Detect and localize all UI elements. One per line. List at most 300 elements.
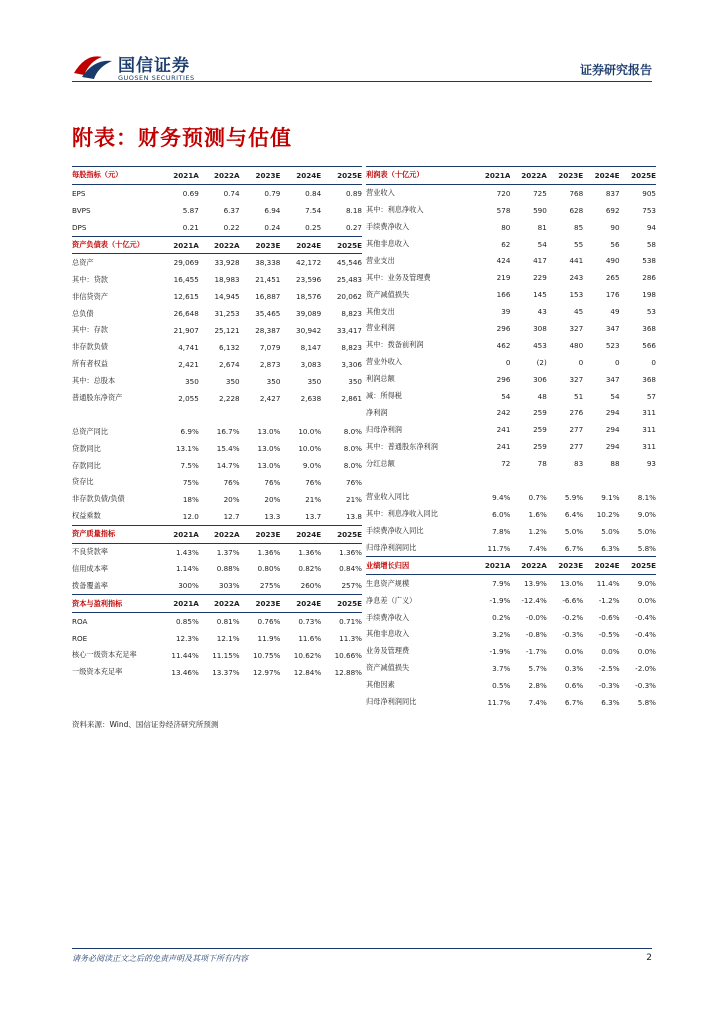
row-label [366,472,474,489]
cell-value: 0.79 [264,188,281,198]
row-label: ROA [72,617,88,627]
row-label: 营业利润 [366,323,395,333]
cell-value: 0.3% [564,663,584,673]
report-type-label: 证券研究报告 [579,63,652,77]
cell-value: 8,823 [341,309,362,319]
cell-value: 350 [348,376,362,386]
row-label: 其中：利息净收入 [366,205,424,215]
year-header: 2023E [558,170,584,180]
cell-value: 83 [574,459,584,469]
year-header: 2021A [484,561,511,571]
year-header: 2022A [214,240,240,250]
cell-value: 29,069 [173,258,199,268]
cell-value: 0.73% [298,617,322,627]
left-column [72,166,362,681]
cell-value: 93 [646,459,656,469]
cell-value: 905 [642,188,656,198]
year-header: 2023E [558,561,584,571]
cell-value: 26,648 [173,309,199,319]
cell-value: -0.4% [635,629,656,639]
cell-value: -0.6% [598,613,620,623]
cell-value: 6.9% [180,427,199,437]
row-label: 生息资产规模 [366,578,410,588]
cell-value: 1.37% [216,547,240,557]
cell-value: 308 [533,323,547,333]
cell-value: 0.84 [305,188,322,198]
table-row [72,440,362,457]
cell-value: 15.4% [216,444,240,454]
cell-value: 276 [569,408,584,418]
row-label: 资产减值损失 [366,289,410,299]
year-header: 2025E [337,170,362,180]
cell-value: 8.1% [637,492,656,502]
cell-value [620,472,656,489]
row-label: 净息差（广义） [366,595,417,605]
cell-value: 368 [642,374,656,384]
cell-value: 347 [605,374,620,384]
cell-value: 20,062 [336,292,362,302]
table-row [72,322,362,339]
cell-value: 51 [574,391,584,401]
cell-value: 0 [651,357,656,367]
cell-value: 260% [300,581,322,591]
cell-value: 480 [569,340,584,350]
cell-value: 3.2% [492,629,511,639]
row-label: 减：所得税 [366,391,402,401]
cell-value: 11.7% [487,697,511,707]
cell-value: 13.0% [560,579,584,589]
cell-value: 13.3 [264,511,281,521]
cell-value: 10.2% [596,509,620,519]
year-header: 2021A [173,529,199,539]
cell-value: 0.82% [298,564,322,574]
cell-value: 1.2% [528,526,547,536]
logo-chinese-text: 国信证券 [118,56,190,76]
cell-value: 25,483 [336,275,362,285]
cell-value: 0.69 [182,188,199,198]
cell-value: -2.5% [598,663,620,673]
table-row [72,577,362,594]
right-column [366,166,656,711]
row-label: 非存款负债/负债 [72,494,125,504]
cell-value: 0.0% [564,646,584,656]
row-label: 其中：业务及管理费 [366,272,431,282]
cell-value: 11.9% [257,633,281,643]
year-header: 2022A [214,170,240,180]
cell-value [321,406,362,423]
cell-value: 12,615 [173,292,199,302]
table-row [366,388,656,405]
cell-value: 6.94 [264,205,281,215]
cell-value: 20% [264,494,281,504]
cell-value: 5.9% [564,492,584,502]
cell-value: 166 [496,290,511,300]
table-row [366,455,656,472]
row-label [72,406,158,423]
cell-value: 2.8% [528,680,547,690]
table-row [366,337,656,354]
cell-value: 76% [223,477,240,487]
cell-value: 21% [346,494,362,504]
cell-value [474,472,510,489]
row-label: 其中：存款 [72,325,108,335]
cell-value: 490 [605,256,620,266]
right-financial-table [366,166,656,711]
cell-value: 12.97% [252,667,281,677]
cell-value: 21,451 [255,275,281,285]
cell-value: 78 [537,459,547,469]
year-header: 2024E [594,561,620,571]
cell-value: 31,253 [214,309,240,319]
cell-value: -0.5% [598,629,620,639]
cell-value: 265 [605,273,620,283]
cell-value: 23,596 [296,275,322,285]
cell-value: 45,546 [336,258,362,268]
row-label: 所有者权益 [72,359,108,369]
cell-value: 11.6% [298,633,322,643]
cell-value: 72 [501,459,511,469]
cell-value: 56 [610,239,620,249]
cell-value: 2,421 [178,359,199,369]
cell-value: 259 [533,442,547,452]
row-label: 资产减值损失 [366,663,410,673]
cell-value: 12.0 [182,511,199,521]
row-label: 其他支出 [366,306,395,316]
section-header-row [366,167,656,185]
cell-value: 6.37 [223,205,240,215]
cell-value: 417 [533,256,547,266]
cell-value: 2,674 [219,359,240,369]
cell-value: 350 [185,376,199,386]
cell-value: 7.5% [180,461,199,471]
cell-value: 62 [501,239,511,249]
cell-value: 0.22 [223,222,240,232]
cell-value: 38,338 [255,258,281,268]
cell-value: 153 [569,290,584,300]
cell-value: 55 [574,239,584,249]
year-header: 2021A [173,240,199,250]
cell-value: -0.8% [525,629,547,639]
cell-value [240,406,281,423]
cell-value: 6,132 [219,342,240,352]
source-note: 资料来源：Wind、国信证券经济研究所预测 [72,720,219,729]
cell-value: 9.0% [637,579,656,589]
row-label: 贷存比 [72,477,94,487]
row-label: 营业外收入 [366,357,402,367]
year-header: 2025E [631,561,656,571]
cell-value: 18,983 [214,275,240,285]
cell-value: 39,089 [296,309,322,319]
cell-value: 6.3% [601,543,620,553]
row-label: 权益乘数 [72,511,101,521]
cell-value: 441 [569,256,584,266]
cell-value: 33,417 [336,325,362,335]
cell-value: 2,873 [259,359,281,369]
cell-value: -1.9% [489,596,511,606]
cell-value: 5.8% [637,697,656,707]
cell-value: 277 [569,425,584,435]
table-row [366,540,656,557]
cell-value: 54 [537,239,547,249]
cell-value: 0.0% [637,596,656,606]
cell-value: 8.18 [345,205,362,215]
row-label: 营业收入 [366,188,395,198]
cell-value: 1.14% [175,564,199,574]
cell-value: 176 [605,290,620,300]
cell-value: 25,121 [214,325,240,335]
table-row [72,491,362,508]
cell-value: 53 [646,307,656,317]
table-row [72,560,362,577]
cell-value: 296 [496,374,511,384]
cell-value: 13.46% [171,667,199,677]
cell-value: 12.3% [175,633,199,643]
cell-value: 219 [496,273,511,283]
cell-value: 10.75% [252,650,281,660]
table-row [72,664,362,681]
row-label: 其中：贷款 [72,274,108,284]
table-row [366,489,656,506]
cell-value: 753 [642,205,656,215]
year-header: 2024E [594,170,620,180]
row-label: 一级资本充足率 [72,667,123,677]
year-header: 2024E [296,170,322,180]
table-row [366,303,656,320]
table-row [366,472,656,489]
year-header: 2024E [296,599,322,609]
cell-value: 275% [259,581,281,591]
left-financial-table [72,166,362,681]
table-row [366,438,656,455]
cell-value: 9.0% [637,509,656,519]
cell-value: 42,172 [296,258,322,268]
cell-value: 7.8% [492,526,511,536]
cell-value: 12.88% [334,667,362,677]
table-row [366,252,656,269]
row-label: 利润总额 [366,374,395,384]
cell-value: 5.0% [601,526,620,536]
cell-value: 13.1% [175,444,199,454]
cell-value: 9.1% [601,492,620,502]
cell-value: 198 [642,290,656,300]
cell-value: 0.2% [492,613,511,623]
cell-value: -0.3% [635,680,656,690]
cell-value: 1.36% [298,547,322,557]
section-title: 业绩增长归因 [366,560,410,570]
cell-value: 8,823 [341,342,362,352]
cell-value: 7.54 [305,205,322,215]
cell-value: 16.7% [216,427,240,437]
cell-value: 8,147 [300,342,322,352]
section-header-row [72,525,362,543]
cell-value: 14.7% [216,461,240,471]
cell-value: 7.9% [492,579,511,589]
table-row [366,660,656,677]
cell-value: 0.0% [637,646,656,656]
row-label: 归母净利润同比 [366,697,417,707]
row-label: 总资产 [72,257,94,267]
cell-value: 0.76% [257,617,281,627]
cell-value: -0.3% [562,629,584,639]
table-row [366,202,656,219]
row-label: 净利润 [366,407,388,417]
row-label: 归母净利润 [366,424,402,434]
cell-value: 768 [569,188,584,198]
cell-value: 837 [605,188,620,198]
cell-value: 347 [605,323,620,333]
cell-value: (2) [536,357,547,367]
table-row [72,254,362,271]
table-row [72,219,362,236]
header-divider [72,81,652,82]
row-label: 总负债 [72,308,94,318]
row-label: 其中：总股本 [72,376,116,386]
cell-value: 0.85% [175,617,199,627]
table-row [366,184,656,201]
cell-value: 6.4% [564,509,584,519]
cell-value: 1.6% [528,509,547,519]
table-row [366,677,656,694]
cell-value: 10.66% [334,650,362,660]
table-row [72,457,362,474]
cell-value: 628 [569,205,584,215]
cell-value: 5.0% [564,526,584,536]
cell-value: 0.7% [528,492,547,502]
cell-value: 76% [264,477,281,487]
section-header-row [72,167,362,185]
cell-value: 13.37% [212,667,240,677]
cell-value: 306 [533,374,547,384]
cell-value: -1.9% [489,646,511,656]
year-header: 2024E [296,529,322,539]
cell-value: 28,387 [255,325,281,335]
section-title: 每股指标（元） [72,170,123,180]
table-row [72,406,362,423]
year-header: 2025E [337,240,362,250]
cell-value: 0.24 [264,222,281,232]
year-header: 2022A [521,561,547,571]
cell-value: 21% [305,494,322,504]
cell-value: 0.74 [223,188,240,198]
section-header-row [72,595,362,613]
table-row [72,288,362,305]
table-row [72,356,362,373]
table-row [366,371,656,388]
table-row [72,305,362,322]
cell-value: 4,741 [178,342,199,352]
table-row [366,523,656,540]
row-label: 营业收入同比 [366,492,410,502]
table-row [72,613,362,630]
section-title: 利润表（十亿元） [366,170,424,180]
cell-value: 58 [646,239,656,249]
table-row [72,390,362,407]
cell-value: 57 [646,391,656,401]
logo-icon [72,51,114,81]
table-row [72,543,362,560]
cell-value: 578 [496,205,511,215]
cell-value: -0.0% [525,613,547,623]
cell-value: -0.3% [598,680,620,690]
cell-value: 453 [533,340,547,350]
left-table-body [72,167,362,681]
cell-value [280,406,321,423]
cell-value: 720 [496,188,511,198]
cell-value: 1.36% [257,547,281,557]
cell-value: -6.6% [562,596,584,606]
cell-value: 0.80% [257,564,281,574]
row-label: ROE [72,633,88,643]
cell-value: 5.7% [528,663,547,673]
cell-value: 13.9% [523,579,547,589]
cell-value: 13.0% [257,444,281,454]
disclaimer-note: 请务必阅读正文之后的免责声明及其项下所有内容 [72,954,248,963]
footer-divider [72,948,652,949]
row-label: 手续费净收入 [366,612,410,622]
table-row [72,630,362,647]
row-label: 其中：普通股东净利润 [366,441,438,451]
section-title: 资本与盈利指标 [72,598,123,608]
row-label: 总资产同比 [72,426,108,436]
cell-value: 590 [533,205,547,215]
cell-value: 243 [569,273,584,283]
year-header: 2023E [255,170,281,180]
table-row [366,506,656,523]
cell-value: 20% [223,494,240,504]
cell-value: 12.1% [216,633,240,643]
row-label: BVPS [72,205,91,215]
year-header: 2025E [337,529,362,539]
cell-value: -1.7% [525,646,547,656]
cell-value: 7.4% [528,543,547,553]
cell-value: 5.0% [637,526,656,536]
cell-value: 259 [533,425,547,435]
cell-value: 259 [533,408,547,418]
cell-value: 11.44% [171,650,199,660]
cell-value: 48 [537,391,547,401]
cell-value: 0.21 [182,222,199,232]
cell-value: 241 [496,425,511,435]
year-header: 2022A [521,170,547,180]
table-row [366,320,656,337]
table-row [72,423,362,440]
cell-value: 9.4% [492,492,511,502]
cell-value: 13.0% [257,461,281,471]
cell-value: 294 [605,442,620,452]
cell-value: 75% [182,477,199,487]
logo-english-text: GUOSEN SECURITIES [118,74,195,82]
cell-value: 2,427 [259,393,281,403]
cell-value: 3.7% [492,663,511,673]
cell-value: 294 [605,408,620,418]
cell-value: 76% [346,477,362,487]
year-header: 2025E [337,599,362,609]
cell-value: 45 [574,307,584,317]
row-label: 存款同比 [72,460,101,470]
cell-value: 0.71% [339,617,362,627]
section-title: 资产质量指标 [72,529,116,539]
cell-value [510,472,546,489]
cell-value: 3,306 [341,359,362,369]
cell-value: 300% [178,581,199,591]
cell-value [583,472,619,489]
row-label: 其中：拨备前利润 [366,340,424,350]
cell-value: 6.7% [564,543,584,553]
cell-value [158,406,199,423]
cell-value: 0.5% [492,680,511,690]
row-label: 手续费净收入 [366,222,410,232]
year-header: 2022A [214,599,240,609]
